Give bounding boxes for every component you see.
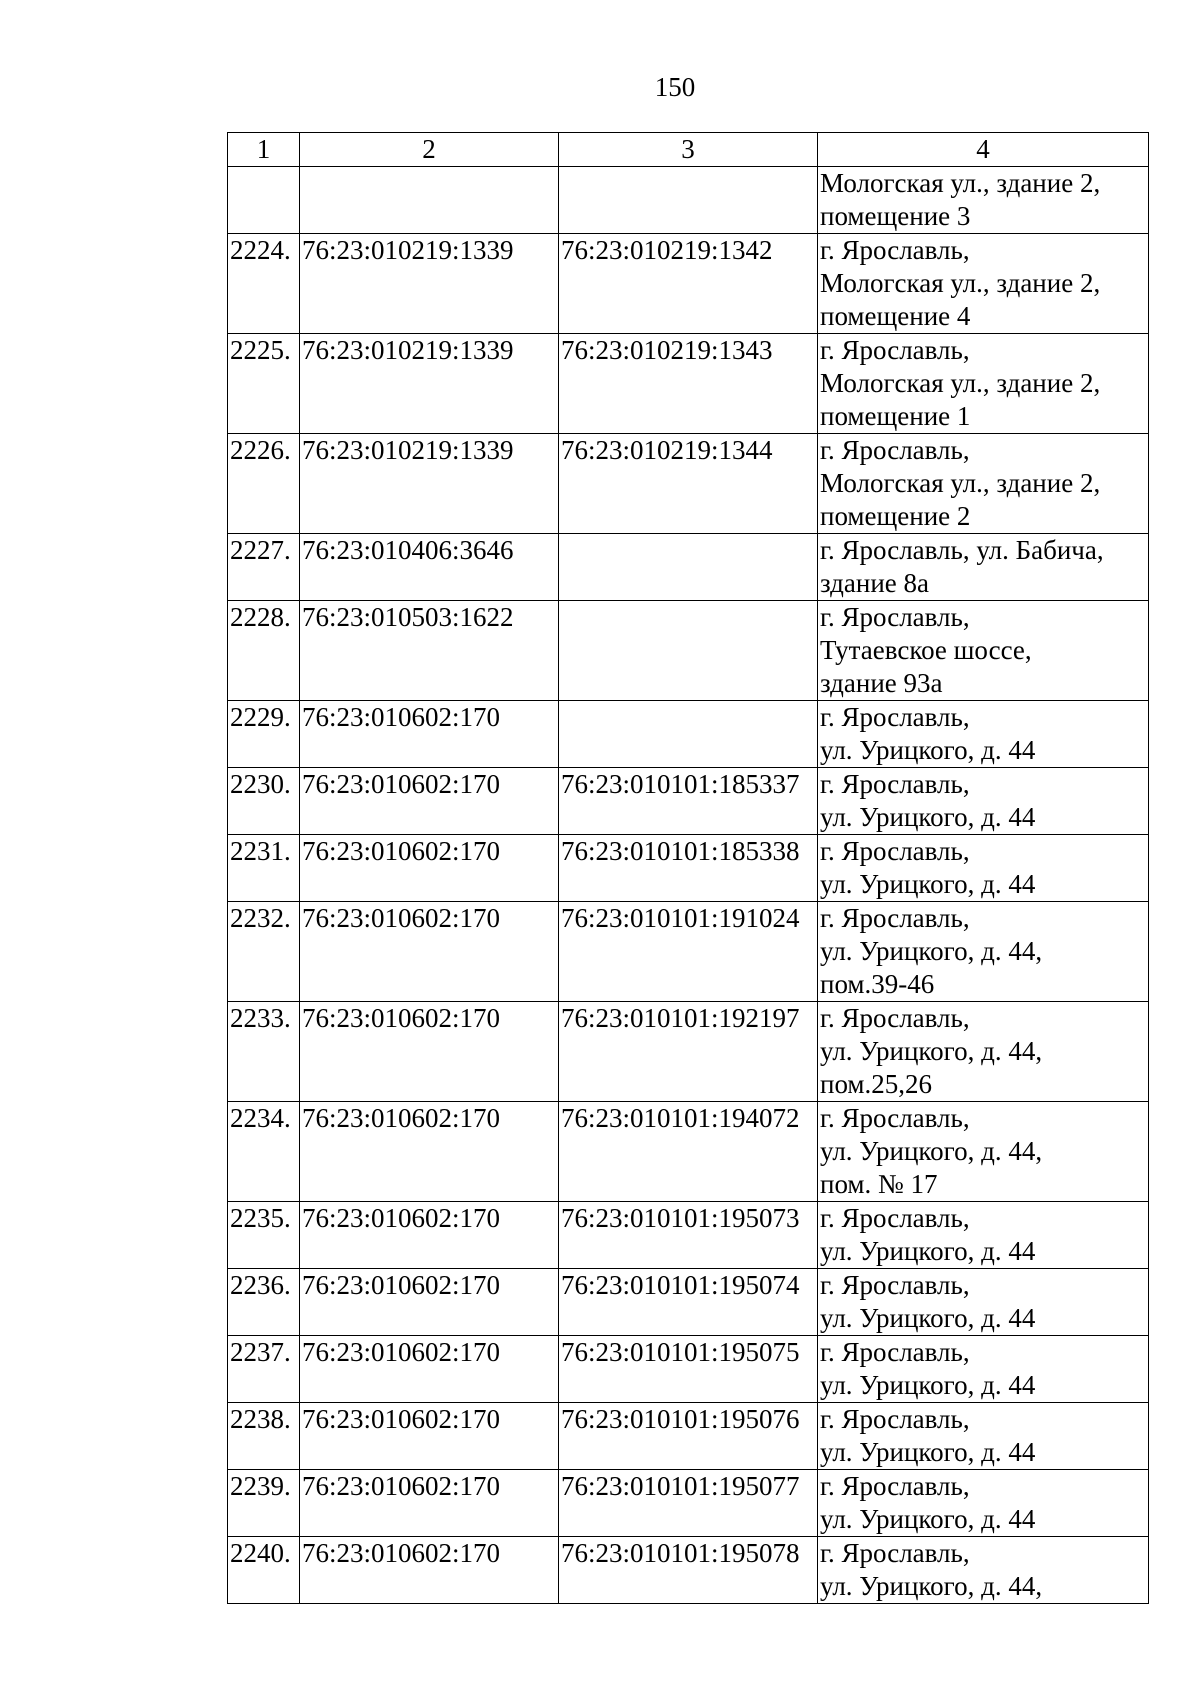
address-cell [818,434,1149,534]
cadastral-number-cell: 76:23:010101:195073 [559,1202,818,1269]
address-line: ул. Урицкого, д. 44, [820,936,1043,966]
address-line: Мологская ул., здание 2, [820,268,1101,298]
address-line: пом.39-46 [820,969,935,999]
registry-table [227,132,1149,1604]
address-line: г. Ярославль, [820,903,970,933]
address-cell [818,701,1149,768]
address-line: ул. Урицкого, д. 44, [820,1571,1043,1601]
row-number-cell: 2235. [228,1202,300,1269]
cadastral-number-cell: 76:23:010101:195077 [559,1470,818,1537]
table-row [228,768,1149,835]
page-number: 150 [654,72,696,102]
address-cell [818,601,1149,701]
cadastral-number-cell: 76:23:010406:3646 [300,534,559,601]
address-line: ул. Урицкого, д. 44 [820,1236,1036,1266]
address-line: помещение 3 [820,201,971,231]
address-line: ул. Урицкого, д. 44 [820,1437,1036,1467]
table-row [228,835,1149,902]
address-line: г. Ярославль, [820,435,970,465]
cadastral-number-cell: 76:23:010219:1339 [300,234,559,334]
column-header: 2 [300,133,559,167]
table-row [228,234,1149,334]
row-number-cell: 2226. [228,434,300,534]
cadastral-number-cell: 76:23:010602:170 [300,768,559,835]
table-row [228,534,1149,601]
address-cell [818,902,1149,1002]
address-cell [818,1269,1149,1336]
cadastral-number-cell: 76:23:010602:170 [300,1403,559,1470]
address-line: г. Ярославль, [820,1203,970,1233]
cadastral-number-cell [300,167,559,234]
table-row [228,434,1149,534]
address-line: здание 8а [820,568,930,598]
row-number-cell: 2239. [228,1470,300,1537]
address-cell [818,1102,1149,1202]
row-number-cell: 2227. [228,534,300,601]
row-number-cell: 2236. [228,1269,300,1336]
address-cell [818,334,1149,434]
address-cell [818,1403,1149,1470]
cadastral-number-cell: 76:23:010602:170 [300,701,559,768]
cadastral-number-cell [559,534,818,601]
address-cell [818,234,1149,334]
row-number-cell: 2230. [228,768,300,835]
cadastral-number-cell: 76:23:010101:194072 [559,1102,818,1202]
address-cell [818,1202,1149,1269]
table-header-row [228,133,1149,167]
column-header: 1 [228,133,300,167]
table-row [228,1102,1149,1202]
address-line: ул. Урицкого, д. 44 [820,735,1036,765]
address-line: Тутаевское шоссе, [820,635,1032,665]
cadastral-number-cell: 76:23:010503:1622 [300,601,559,701]
cadastral-number-cell: 76:23:010602:170 [300,1470,559,1537]
cadastral-number-cell: 76:23:010602:170 [300,1269,559,1336]
cadastral-number-cell [559,601,818,701]
table-row [228,1002,1149,1102]
table-row [228,902,1149,1002]
address-line: г. Ярославль, [820,769,970,799]
address-cell [818,835,1149,902]
address-line: г. Ярославль, [820,836,970,866]
row-number-cell: 2234. [228,1102,300,1202]
address-line: г. Ярославль, [820,335,970,365]
cadastral-number-cell: 76:23:010219:1339 [300,434,559,534]
address-line: ул. Урицкого, д. 44 [820,802,1036,832]
table-row [228,1470,1149,1537]
row-number-cell [228,167,300,234]
address-line: пом. № 17 [820,1169,938,1199]
address-line: г. Ярославль, [820,1404,970,1434]
address-cell [818,534,1149,601]
table-row [228,701,1149,768]
cadastral-number-cell: 76:23:010101:191024 [559,902,818,1002]
address-line: г. Ярославль, [820,602,970,632]
address-line: г. Ярославль, [820,1103,970,1133]
address-cell [818,768,1149,835]
cadastral-number-cell: 76:23:010602:170 [300,1336,559,1403]
cadastral-number-cell: 76:23:010101:185338 [559,835,818,902]
row-number-cell: 2224. [228,234,300,334]
address-line: ул. Урицкого, д. 44 [820,1303,1036,1333]
address-cell [818,167,1149,234]
address-line: пом.25,26 [820,1069,933,1099]
cadastral-number-cell [559,701,818,768]
address-line: г. Ярославль, [820,702,970,732]
address-cell [818,1537,1149,1604]
cadastral-number-cell: 76:23:010101:195078 [559,1537,818,1604]
row-number-cell: 2238. [228,1403,300,1470]
cadastral-number-cell: 76:23:010219:1343 [559,334,818,434]
cadastral-number-cell [559,167,818,234]
cadastral-number-cell: 76:23:010219:1342 [559,234,818,334]
cadastral-number-cell: 76:23:010602:170 [300,835,559,902]
cadastral-number-cell: 76:23:010101:195076 [559,1403,818,1470]
table-row [228,601,1149,701]
address-line: ул. Урицкого, д. 44 [820,1370,1036,1400]
cadastral-number-cell: 76:23:010602:170 [300,1002,559,1102]
row-number-cell: 2228. [228,601,300,701]
row-number-cell: 2229. [228,701,300,768]
address-cell [818,1470,1149,1537]
address-line: Мологская ул., здание 2, [820,368,1101,398]
address-line: г. Ярославль, ул. Бабича, [820,535,1104,565]
row-number-cell: 2232. [228,902,300,1002]
row-number-cell: 2233. [228,1002,300,1102]
table-row [228,1269,1149,1336]
column-header: 4 [818,133,1149,167]
row-number-cell: 2225. [228,334,300,434]
address-line: г. Ярославль, [820,1003,970,1033]
address-line: ул. Урицкого, д. 44, [820,1136,1043,1166]
address-line: г. Ярославль, [820,1270,970,1300]
address-line: Мологская ул., здание 2, [820,468,1101,498]
column-header: 3 [559,133,818,167]
table-row [228,1336,1149,1403]
address-line: помещение 4 [820,301,971,331]
cadastral-number-cell: 76:23:010602:170 [300,1537,559,1604]
table-row [228,334,1149,434]
address-line: г. Ярославль, [820,235,970,265]
cadastral-number-cell: 76:23:010101:195075 [559,1336,818,1403]
table-row [228,167,1149,234]
address-line: г. Ярославль, [820,1471,970,1501]
row-number-cell: 2237. [228,1336,300,1403]
address-line: ул. Урицкого, д. 44, [820,1036,1043,1066]
cadastral-number-cell: 76:23:010602:170 [300,1202,559,1269]
address-line: здание 93а [820,668,943,698]
cadastral-number-cell: 76:23:010101:192197 [559,1002,818,1102]
cadastral-number-cell: 76:23:010602:170 [300,902,559,1002]
row-number-cell: 2231. [228,835,300,902]
table-row [228,1403,1149,1470]
address-line: ул. Урицкого, д. 44 [820,1504,1036,1534]
row-number-cell: 2240. [228,1537,300,1604]
address-line: помещение 2 [820,501,971,531]
cadastral-number-cell: 76:23:010219:1344 [559,434,818,534]
table-row [228,1537,1149,1604]
address-cell [818,1336,1149,1403]
cadastral-number-cell: 76:23:010101:195074 [559,1269,818,1336]
address-cell [818,1002,1149,1102]
address-line: г. Ярославль, [820,1538,970,1568]
cadastral-number-cell: 76:23:010101:185337 [559,768,818,835]
address-line: ул. Урицкого, д. 44 [820,869,1036,899]
address-line: Мологская ул., здание 2, [820,168,1101,198]
address-line: г. Ярославль, [820,1337,970,1367]
address-line: помещение 1 [820,401,971,431]
cadastral-number-cell: 76:23:010602:170 [300,1102,559,1202]
table-row [228,1202,1149,1269]
cadastral-number-cell: 76:23:010219:1339 [300,334,559,434]
